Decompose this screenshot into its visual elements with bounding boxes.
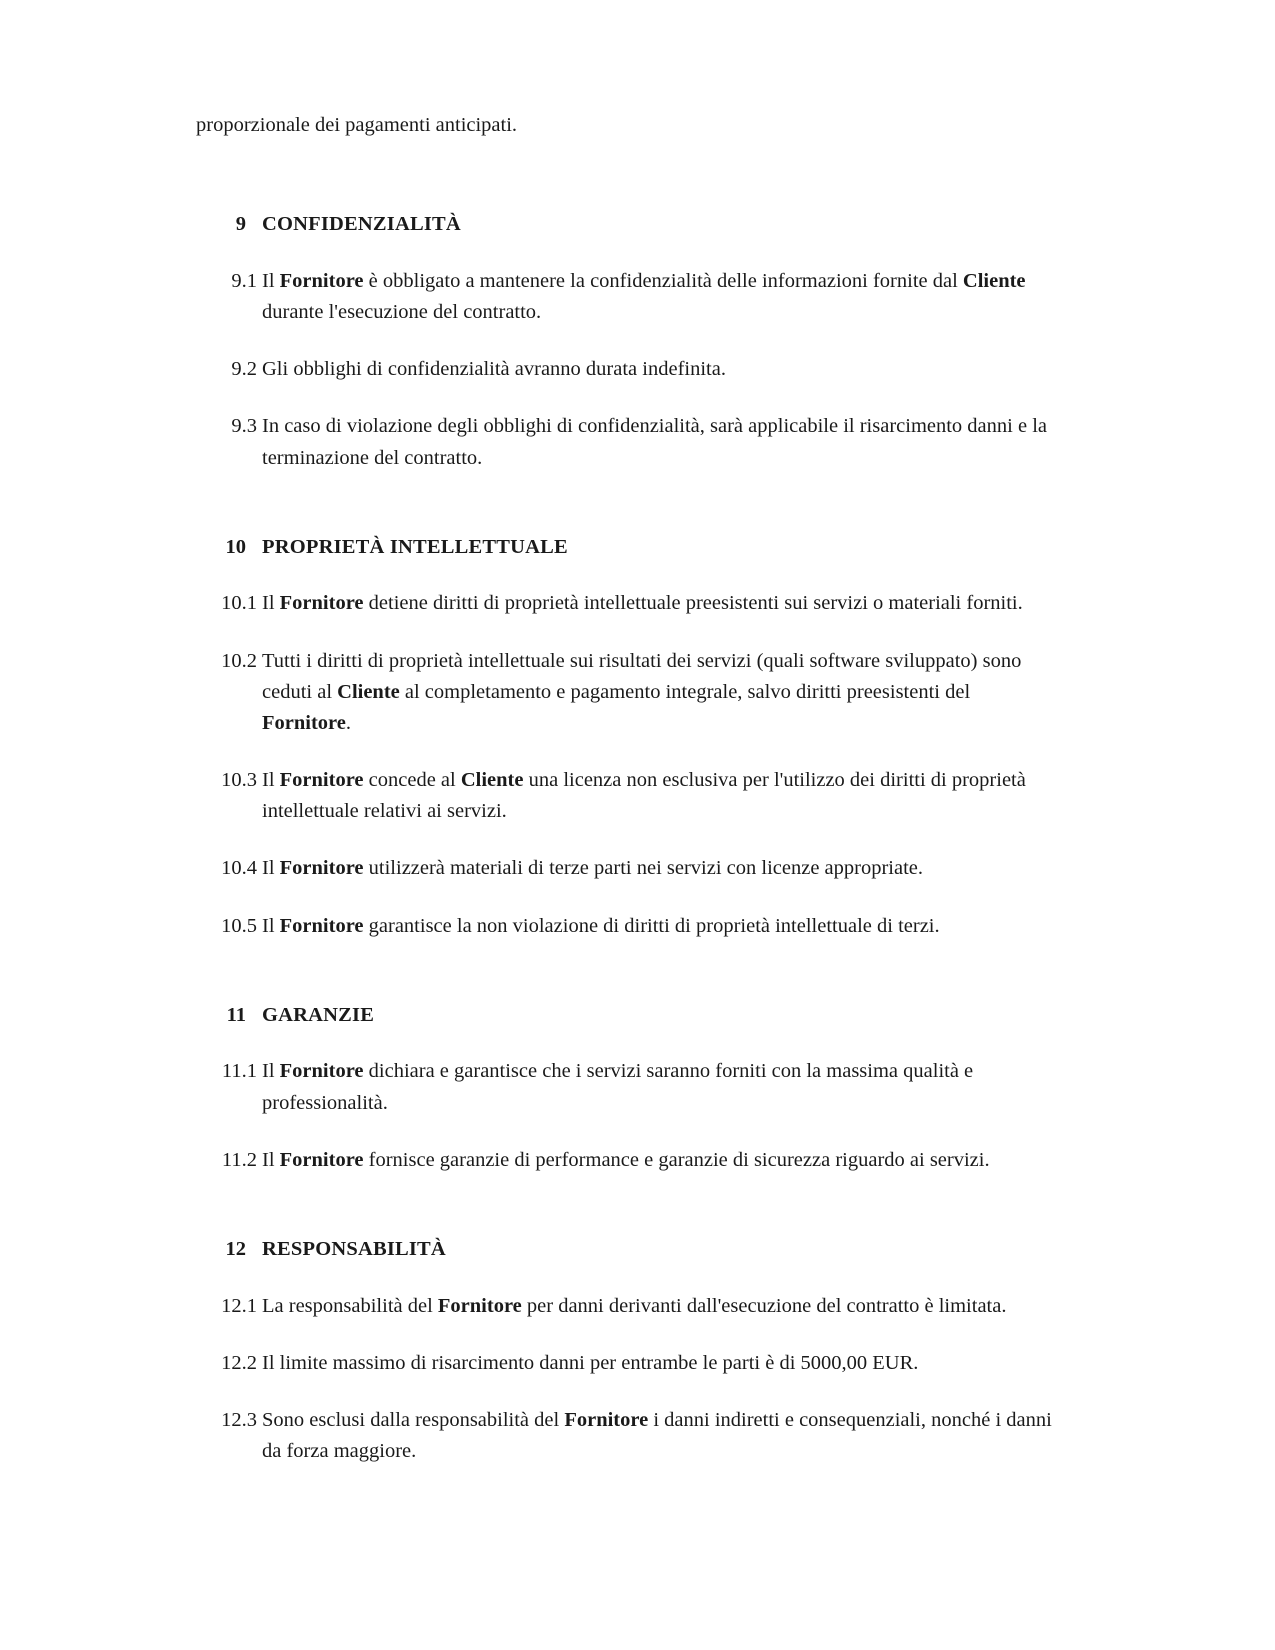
clause-text [262, 415, 1047, 468]
text-run: garantisce la non violazione di diritti di proprietà intellettuale di terzi. [363, 914, 940, 937]
text-run: La responsabilità del [262, 1294, 438, 1317]
section-10 [196, 532, 1060, 942]
text-run: Il [262, 857, 280, 880]
clause-number: 10.1 [221, 592, 257, 615]
clause-number: 11.1 [221, 1060, 257, 1083]
text-run: In caso di violazione degli obblighi di confidenzialità, sarà applicabile il risarcimento danni e la terminazione del contratto. [262, 415, 1047, 469]
emphasized-term: Cliente [337, 680, 400, 703]
clause-text [262, 769, 1026, 822]
clause-number: 12.1 [221, 1294, 257, 1317]
clause-list [196, 266, 1060, 474]
text-run: concede al [363, 769, 461, 792]
clause-12.3 [196, 1405, 1060, 1467]
section-title: PROPRIETÀ INTELLETTUALE [262, 535, 568, 558]
clause-text [262, 1352, 918, 1374]
text-run: Il [262, 769, 280, 792]
section-number: 9 [235, 213, 246, 236]
clause-10.3 [196, 765, 1060, 827]
clause-9.2 [196, 354, 1060, 385]
text-run: durante l'esecuzione del contratto. [262, 301, 542, 324]
clause-text [262, 270, 1026, 323]
text-run: . [345, 711, 351, 734]
clause-text [262, 650, 1021, 734]
clause-9.3 [196, 411, 1060, 473]
sections-container [196, 209, 1060, 1467]
section-heading-confidenzialit [196, 209, 1060, 240]
emphasized-term: Cliente [460, 769, 524, 792]
section-heading-garanzie [196, 1000, 1060, 1031]
text-run: Tutti i diritti di proprietà intellettuale sui risultati dei servizi (quali software sviluppato) sono ceduti al [262, 649, 1022, 703]
clause-list [196, 1056, 1060, 1175]
clause-number: 10.3 [221, 769, 257, 792]
text-run: detiene diritti di proprietà intellettuale preesistenti sui servizi o materiali forniti. [363, 592, 1023, 615]
emphasized-term: Fornitore [279, 769, 364, 792]
text-run: una licenza non esclusiva per l'utilizzo dei diritti di proprietà intellettuale relativi ai servizi. [262, 769, 1026, 823]
continuation-paragraph: proporzionale dei pagamenti anticipati. [196, 114, 518, 136]
text-run: Il [262, 1060, 280, 1083]
clause-number: 11.2 [221, 1148, 257, 1171]
text-run: i danni indiretti e consequenziali, nonché i danni da forza maggiore. [262, 1408, 1052, 1463]
section-number: 12 [225, 1237, 246, 1260]
emphasized-term: Fornitore [279, 269, 364, 292]
clause-number: 9.1 [231, 269, 257, 292]
text-run: Sono esclusi dalla responsabilità del [262, 1408, 565, 1431]
text-run: Il [262, 914, 280, 937]
clause-list [196, 588, 1060, 941]
section-heading-responsabilit [196, 1234, 1060, 1265]
emphasized-term: Cliente [962, 269, 1026, 292]
text-run: Il limite massimo di risarcimento danni per entrambe le parti è di 5000,00 EUR. [262, 1351, 919, 1374]
clause-text [262, 1149, 990, 1171]
text-run: al completamento e pagamento integrale, salvo diritti preesistenti del [399, 680, 971, 703]
emphasized-term: Fornitore [279, 1060, 364, 1083]
clause-number: 12.2 [221, 1351, 257, 1374]
text-run: utilizzerà materiali di terze parti nei servizi con licenze appropriate. [363, 857, 924, 880]
section-heading-propriet-intellettuale [196, 532, 1060, 563]
section-number: 10 [225, 535, 246, 558]
emphasized-term: Fornitore [437, 1294, 522, 1317]
emphasized-term: Fornitore [279, 592, 364, 615]
emphasized-term: Fornitore [279, 1148, 364, 1171]
emphasized-term: Fornitore [262, 711, 346, 734]
text-run: Il [262, 1148, 280, 1171]
clause-12.2 [196, 1348, 1060, 1379]
text-run: fornisce garanzie di performance e garanzie di sicurezza riguardo ai servizi. [363, 1148, 990, 1171]
clause-text [262, 1060, 973, 1113]
clause-number: 9.2 [231, 358, 257, 381]
emphasized-term: Fornitore [564, 1408, 649, 1431]
clause-number: 10.5 [221, 914, 257, 937]
section-title: GARANZIE [262, 1003, 375, 1026]
text-run: dichiara e garantisce che i servizi saranno forniti con la massima qualità e professionalità. [262, 1060, 974, 1114]
section-title: RESPONSABILITÀ [262, 1237, 446, 1260]
clause-9.1 [196, 266, 1060, 328]
text-run: Il [262, 592, 280, 615]
clause-number: 10.2 [221, 649, 257, 672]
clause-text [262, 915, 940, 937]
clause-text [262, 1295, 1006, 1317]
clause-text [262, 857, 923, 879]
clause-text [262, 592, 1023, 614]
text-run: Il [262, 269, 280, 292]
text-run: per danni derivanti dall'esecuzione del contratto è limitata. [521, 1294, 1007, 1317]
clause-10.4 [196, 853, 1060, 884]
clause-number: 9.3 [231, 415, 257, 438]
emphasized-term: Fornitore [279, 857, 364, 880]
clause-list [196, 1291, 1060, 1468]
clause-11.2 [196, 1145, 1060, 1176]
clause-text [262, 1409, 1052, 1462]
emphasized-term: Fornitore [279, 914, 364, 937]
clause-11.1 [196, 1056, 1060, 1118]
text-run: Gli obblighi di confidenzialità avranno durata indefinita. [262, 358, 726, 381]
clause-number: 12.3 [221, 1408, 257, 1431]
clause-10.1 [196, 588, 1060, 619]
clause-10.2 [196, 646, 1060, 739]
section-12 [196, 1234, 1060, 1467]
section-11 [196, 1000, 1060, 1176]
clause-12.1 [196, 1291, 1060, 1322]
text-run: è obbligato a mantenere la confidenzialità delle informazioni fornite dal [363, 269, 963, 292]
section-number: 11 [226, 1003, 246, 1026]
clause-text [262, 358, 726, 380]
clause-10.5 [196, 911, 1060, 942]
section-9 [196, 209, 1060, 474]
section-title: CONFIDENZIALITÀ [262, 213, 461, 236]
clause-number: 10.4 [221, 857, 257, 880]
